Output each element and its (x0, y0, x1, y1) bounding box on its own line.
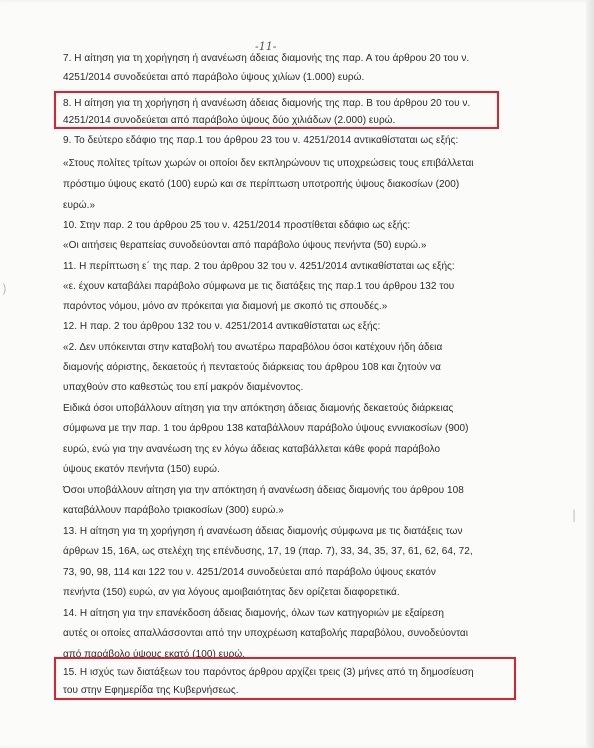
margin-tick-mark: | (572, 508, 577, 522)
paragraph-12-quote-line-1: «2. Δεν υπόκεινται στην καταβολή του ανωτέρω παραβόλου όσοι κατέχουν ήδη άδεια (63, 342, 443, 353)
paragraph-14-line-2: αυτές οι οποίες απαλλάσσονται από την υποχρέωση καταβολής παραβόλου, συνοδεύονται (63, 628, 469, 639)
paragraph-12-special-line-2: σύμφωνα με την παρ. 1 του άρθρου 138 καταβάλλουν παράβολο ύψους εννιακοσίων (900) (63, 423, 469, 434)
paragraph-13-line-1: 13. Η αίτηση για τη χορήγηση ή ανανέωση άδειας διαμονής σύμφωνα με τις διατάξεις των (63, 526, 463, 537)
paragraph-8-line-1: 8. Η αίτηση για τη χορήγηση ή ανανέωση άδειας διαμονής της παρ. Β του άρθρου 20 του ν. (63, 98, 471, 109)
paragraph-12-quote-line-3: υπαχθούν στο καθεστώς του επί μακρόν διαμένοντος. (63, 382, 304, 393)
paragraph-7-line-1: 7. Η αίτηση για τη χορήγηση ή ανανέωση άδειας διαμονής της παρ. Α του άρθρου 20 του ν. (63, 53, 470, 64)
paragraph-10-line-1: 10. Στην παρ. 2 του άρθρου 25 του ν. 4251/2014 προστίθεται εδάφιο ως εξής: (63, 220, 411, 231)
paragraph-12-special-line-4: ύψους εκατόν πενήντα (150) ευρώ. (63, 464, 220, 475)
paragraph-14-line-3: από παράβολο ύψους εκατό (100) ευρώ. (63, 649, 246, 660)
page-edge-shadow (586, 0, 594, 748)
highlight-box-paragraph-8 (54, 91, 499, 129)
paragraph-13-line-3: 73, 90, 98, 114 και 122 του ν. 4251/2014 συνοδεύεται από παράβολο ύψους εκατόν (63, 567, 436, 578)
paragraph-11-quote-line-1: «ε. έχουν καταβάλει παράβολο σύμφωνα με τις διατάξεις της παρ.1 του άρθρου 132 του (63, 281, 455, 292)
paragraph-13-line-4: πενήντα (150) ευρώ, αν για λόγους αμοιβαιότητας δεν ορίζεται διαφορετικά. (63, 587, 400, 598)
paragraph-12-special-line-3: ευρώ, ενώ για την ανανέωση της εν λόγω άδειας καταβάλλεται κάθε φορά παράβολο (63, 444, 441, 455)
paragraph-14-line-1: 14. Η αίτηση για την επανέκδοση άδειας διαμονής, όλων των κατηγοριών με εξαίρεση (63, 608, 444, 619)
paragraph-9-line-1: 9. Το δεύτερο εδάφιο της παρ.1 του άρθρου 23 του ν. 4251/2014 αντικαθίσταται ως εξής: (63, 135, 459, 146)
paragraph-11-quote-line-2: παρόντος νόμου, μόνο αν πρόκειται για διαμονή με σκοπό τις σπουδές.» (63, 301, 388, 312)
paragraph-13-line-2: άρθρων 15, 16Α, ως στελέχη της επένδυσης, 17, 19 (παρ. 7), 33, 34, 35, 37, 61, 62, 64, 72, (63, 546, 473, 557)
paragraph-12-line-1: 12. Η παρ. 2 του άρθρου 132 του ν. 4251/2014 αντικαθίσταται ως εξής: (63, 321, 381, 332)
paragraph-9-quote-line-1: «Στους πολίτες τρίτων χωρών οι οποίοι δεν εκπληρώνουν τις υποχρεώσεις τους επιβάλλεται (63, 158, 474, 169)
highlight-box-paragraph-15 (54, 657, 516, 700)
paragraph-10-quote-line-1: «Οι αιτήσεις θεραπείας συνοδεύονται από παράβολο ύψους πενήντα (50) ευρώ.» (63, 240, 427, 251)
paragraph-12-other-line-2: καταβάλλουν παράβολο τριακοσίων (300) ευρώ.» (63, 505, 284, 516)
paragraph-12-special-line-1: Ειδικά όσοι υποβάλλουν αίτηση για την απόκτηση άδειας διαμονής δεκαετούς διάρκειας (63, 403, 454, 414)
paragraph-12-other-line-1: Όσοι υποβάλλουν αίτηση για την απόκτηση ή ανανέωση άδειας διαμονής του άρθρου 108 (63, 485, 464, 496)
margin-bracket-mark: ) (2, 282, 7, 296)
paragraph-9-quote-line-2: πρόστιμο ύψους εκατό (100) ευρώ και σε περίπτωση υποτροπής ύψους διακοσίων (200) (63, 179, 460, 190)
paragraph-15-line-2: του στην Εφημερίδα της Κυβερνήσεως. (63, 685, 239, 696)
paragraph-15-line-1: 15. Η ισχύς των διατάξεων του παρόντος άρθρου αρχίζει τρεις (3) μήνες από τη δημοσίευση (63, 667, 474, 678)
page-number: -11- (255, 40, 277, 53)
paragraph-7-line-2: 4251/2014 συνοδεύεται από παράβολο ύψους χιλίων (1.000) ευρώ. (63, 72, 365, 83)
paragraph-12-quote-line-2: διαμονής αόριστης, δεκαετούς ή πενταετούς διάρκειας του άρθρου 108 και ζητούν να (63, 362, 441, 373)
paragraph-9-quote-line-3: ευρώ.» (63, 200, 96, 211)
paragraph-11-line-1: 11. Η περίπτωση ε΄ της παρ. 2 του άρθρου 32 του ν. 4251/2014 αντικαθίσταται ως εξής: (63, 261, 455, 272)
paragraph-8-line-2: 4251/2014 συνοδεύεται από παράβολο ύψους δύο χιλιάδων (2.000) ευρώ. (63, 115, 396, 126)
